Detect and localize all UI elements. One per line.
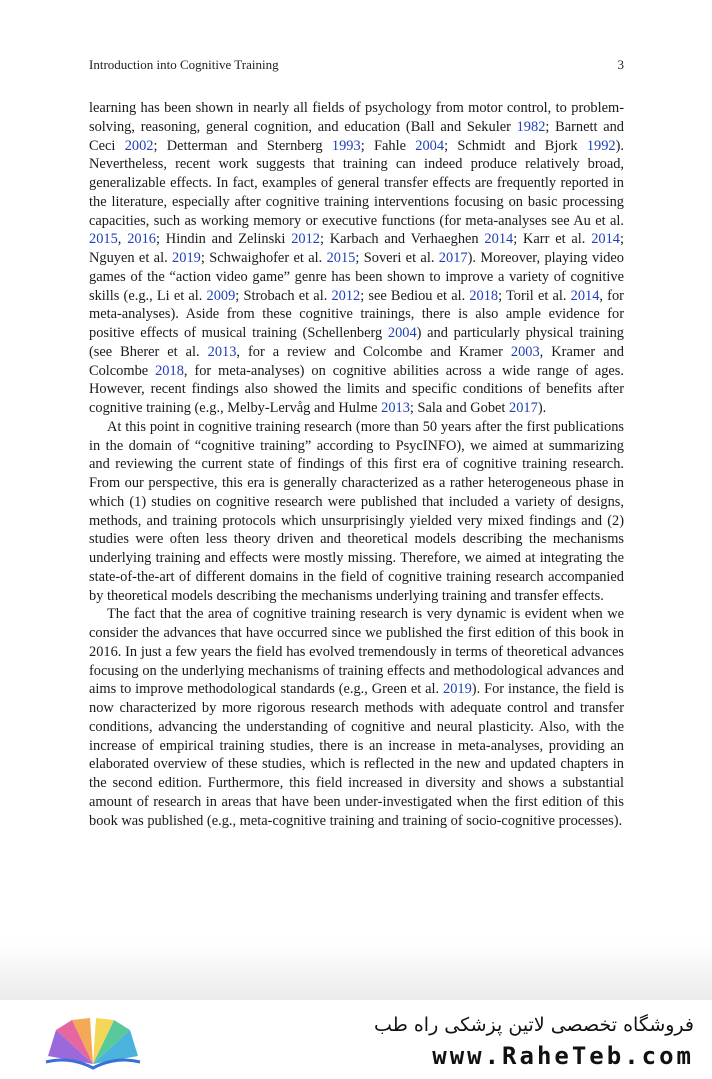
citation-link[interactable]: 2009: [206, 287, 236, 304]
text-run: ; Schwaighofer et al.: [200, 250, 327, 266]
citation-link[interactable]: 2004: [415, 137, 445, 154]
citation-link[interactable]: 2014: [484, 231, 514, 248]
text-run: ; Soveri et al.: [355, 250, 439, 266]
citation-link[interactable]: 2016: [127, 231, 156, 248]
citation-link[interactable]: 2014: [591, 231, 620, 248]
citation-link[interactable]: 2012: [291, 231, 320, 248]
citation-link[interactable]: 2013: [381, 400, 410, 416]
text-run: The fact that the area of cognitive training research is very dynamic is evident when we consider the advances that have occurred since we published the first edition of this book in 2016. In just a few years the field has evolved tremendously in terms of theoretical advances focusing on the underlying mechanisms of training effects and methodological advances and aims to improve methodological standards (e.g., Green et al.: [89, 606, 624, 698]
text-run: learning has been shown in nearly all fields of psychology from motor control, to problem-solving, reasoning, general cognition, and education (Ball and Sekuler: [89, 100, 624, 135]
text-run: , for meta-analyses) on cognitive abilities across a wide range of ages. However, recent findings also showed the limits and specific conditions of benefits after cognitive training (e.g., Melby-Lervåg and Hulme: [89, 362, 624, 416]
text-run: ). Nevertheless, recent work suggests that training can indeed produce relatively broad, generalizable effects. In fact, examples of general transfer effects are frequently reported in the literature, especially after cognitive training interventions focusing on basic processing capacities, such as working memory or executive functions (for meta-analyses see Au et al.: [89, 137, 624, 229]
page-number: 3: [617, 57, 624, 72]
text-run: ). Moreover, playing video games of the “action video game” genre has been shown to improve a variety of cognitive skills (e.g., Li et al.: [89, 250, 624, 304]
citation-link[interactable]: 2012: [331, 287, 361, 304]
citation-link[interactable]: 2019: [443, 681, 472, 698]
citation-link[interactable]: 2018: [155, 362, 184, 379]
text-run: ). For instance, the field is now characterized by more rigorous research methods with adequate control and transfer conditions, advancing the understanding of cognitive and neural plasticity. Also, with the increase of empirical training studies, there is an increase in meta-analyses, providing an elaborated overview of these studies, which is reflected in the new and updated chapters in the second edition. Furthermore, this field increased in diversity and shows a substantial amount of research in areas that have been under-investigated when the first edition of this book was published (e.g., meta-cognitive training and training of socio-cognitive processes).: [89, 681, 624, 829]
text-run: At this point in cognitive training research (more than 50 years after the first publications in the domain of “cognitive training” according to PsycINFO), we aimed at summarizing and reviewing the current state of findings of this first era of cognitive training research. From our perspective, this era is generally characterized as a rather heterogeneous phase in which (1) studies on cognitive research were published that included a variety of designs, methods, and training protocols which unsurprisingly yielded very mixed findings and (2) studies were often less theory driven and theoretical models describing the mechanisms underlying training and effects were mostly missing. Therefore, we aimed at integrating the state-of-the-art of different domains in the field of cognitive training research accompanied by theoretical models describing the mechanisms underlying training and transfer effects.: [89, 418, 624, 604]
text-run: ) and particularly physical training (see Bherer et al.: [89, 325, 624, 360]
citation-link[interactable]: 1992: [586, 137, 616, 154]
text-run: ; Fahle: [360, 137, 416, 154]
open-book-logo-icon: [38, 1012, 148, 1072]
store-name: فروشگاه تخصصی لاتین پزشکی راه طب: [374, 1014, 694, 1036]
citation-link[interactable]: 1993: [331, 137, 361, 154]
paragraph: [89, 418, 624, 606]
text-run: ; Nguyen et al.: [89, 231, 624, 266]
citation-link[interactable]: 2004: [387, 325, 417, 341]
paragraph: [89, 99, 624, 418]
page-shadow: [0, 940, 712, 1000]
chapter-title: Introduction into Cognitive Training: [89, 57, 279, 72]
text-run: ,: [117, 231, 128, 248]
citation-link[interactable]: 2013: [207, 343, 237, 360]
citation-link[interactable]: 2015: [326, 250, 356, 266]
text-run: , for a review and Colcombe and Kramer: [236, 343, 511, 360]
text-run: , Kramer and Colcombe: [89, 343, 624, 379]
citation-link[interactable]: 1982: [516, 118, 546, 135]
text-run: ).: [537, 400, 547, 416]
citation-link[interactable]: 2003: [510, 343, 540, 360]
text-run: ; Karbach and Verhaeghen: [319, 231, 485, 248]
running-header: [89, 57, 624, 73]
store-url: www.RaheTeb.com: [432, 1042, 694, 1070]
text-run: , for meta-analyses). Aside from these cognitive trainings, there is also ample evidence for positive effects of musical training (Schellenberg: [89, 287, 624, 341]
citation-link[interactable]: 2002: [124, 137, 154, 154]
citation-link[interactable]: 2017: [509, 400, 538, 416]
body-text: [89, 99, 624, 830]
citation-link[interactable]: 2019: [172, 250, 201, 266]
text-run: ; see Bediou et al.: [360, 287, 470, 304]
text-run: ; Toril et al.: [498, 287, 571, 304]
text-run: ; Detterman and Sternberg: [153, 137, 332, 154]
citation-link[interactable]: 2014: [570, 287, 600, 304]
text-run: ; Strobach et al.: [235, 287, 332, 304]
text-run: ; Hindin and Zelinski: [155, 231, 292, 248]
citation-link[interactable]: 2015: [89, 231, 118, 248]
text-run: ; Karr et al.: [513, 231, 592, 248]
text-run: ; Schmidt and Bjork: [444, 137, 587, 154]
text-run: ; Barnett and Ceci: [89, 118, 624, 154]
paragraph: [89, 605, 624, 830]
watermark-banner: [0, 1000, 712, 1079]
citation-link[interactable]: 2018: [469, 287, 499, 304]
text-run: ; Sala and Gobet: [409, 400, 510, 416]
citation-link[interactable]: 2017: [438, 250, 468, 266]
